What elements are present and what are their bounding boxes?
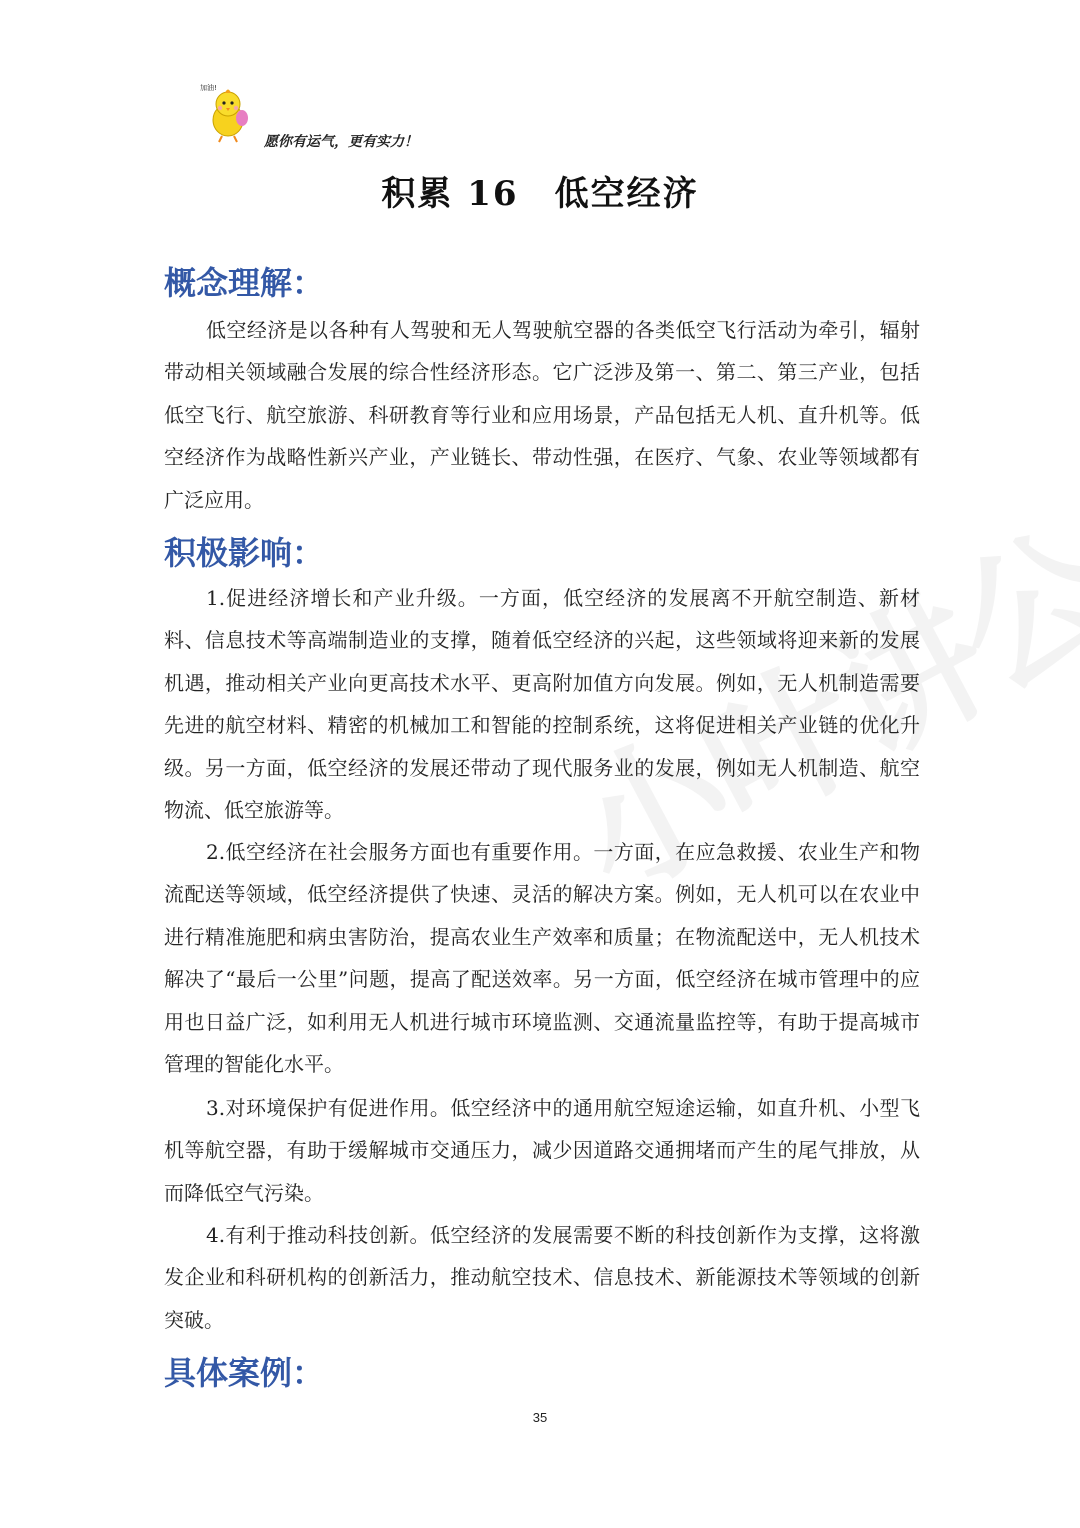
mascot-bubble-text: 加油!	[200, 84, 217, 92]
page-title: 积累 16 低空经济	[381, 174, 699, 214]
impact-paragraph-3: 3.对环境保护有促进作用。低空经济中的通用航空短途运输，如直升机、小型飞机等航空器，有助于缓解城市交通压力，减少因道路交通拥堵而产生的尾气排放，从而降低空气污染。	[164, 1096, 920, 1205]
impact-paragraph-4: 4.有利于推动科技创新。低空经济的发展需要不断的科技创新作为支撑，这将激发企业和科研机构的创新活力，推动航空技术、信息技术、新能源技术等领域的创新突破。	[164, 1223, 920, 1332]
section-heading-concept: 概念理解：	[164, 264, 325, 302]
motto-text: 愿你有运气，更有实力！	[264, 134, 418, 150]
chick-mascot-icon	[198, 82, 258, 144]
impact-paragraph-1: 1.促进经济增长和产业升级。一方面，低空经济的发展离不开航空制造、新材料、信息技术等高端制造业的支撑，随着低空经济的兴起，这些领域将迎来新的发展机遇，推动相关产业向更高技术水平、更高附加值方向发展。例如，无人机制造需要先进的航空材料、精密的机械加工和智能的控制系统，这将促进相关产业链的优化升级。另一方面，低空经济的发展还带动了现代服务业的发展，例如无人机制造、航空物流、低空旅游等。	[164, 586, 920, 823]
concept-paragraph: 低空经济是以各种有人驾驶和无人驾驶航空器的各类低空飞行活动为牵引，辐射带动相关领域融合发展的综合性经济形态。它广泛涉及第一、第二、第三产业，包括低空飞行、航空旅游、科研教育等行业和应用场景，产品包括无人机、直升机等。低空经济作为战略性新兴产业，产业链长、带动性强，在医疗、气象、农业等领域都有广泛应用。	[164, 318, 920, 512]
page-number: 35	[532, 1410, 548, 1425]
impact-paragraph-2: 2.低空经济在社会服务方面也有重要作用。一方面，在应急救援、农业生产和物流配送等领域，低空经济提供了快速、灵活的解决方案。例如，无人机可以在农业中进行精准施肥和病虫害防治，提高农业生产效率和质量；在物流配送中，无人机技术解决了“最后一公里”问题，提高了配送效率。另一方面，低空经济在城市管理中的应用也日益广泛，如利用无人机进行城市环境监测、交通流量监控等，有助于提高城市管理的智能化水平。	[164, 840, 920, 1077]
section-heading-cases: 具体案例：	[164, 1354, 325, 1392]
section-heading-impact: 积极影响：	[164, 534, 325, 572]
